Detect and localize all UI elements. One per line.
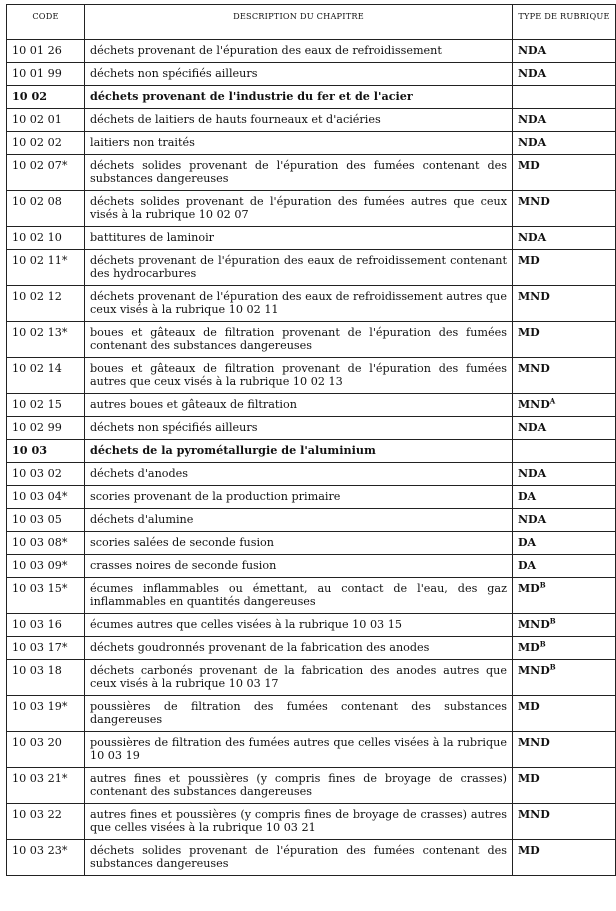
section-row bbox=[7, 440, 616, 463]
row-description: déchets solides provenant de l'épuration des fumées contenant des substances dangereuses bbox=[85, 155, 513, 191]
row-type-value: MND bbox=[518, 398, 550, 411]
row-code: 10 02 bbox=[7, 86, 85, 109]
row-code: 10 03 20 bbox=[7, 732, 85, 768]
row-type-value: MND bbox=[518, 195, 550, 208]
row-code: 10 02 02 bbox=[7, 132, 85, 155]
row-code: 10 01 99 bbox=[7, 63, 85, 86]
row-type-value: DA bbox=[518, 536, 537, 549]
table-row bbox=[7, 286, 616, 322]
row-type bbox=[513, 614, 616, 637]
row-code: 10 03 23* bbox=[7, 840, 85, 876]
row-type-value: DA bbox=[518, 559, 537, 572]
row-type-footnote-marker: A bbox=[549, 396, 556, 406]
row-type-footnote-marker: B bbox=[549, 662, 556, 672]
row-description: déchets provenant de l'épuration des eaux de refroidissement bbox=[85, 40, 513, 63]
row-type bbox=[513, 417, 616, 440]
row-type bbox=[513, 286, 616, 322]
row-type bbox=[513, 840, 616, 876]
row-description: autres fines et poussières (y compris fines de broyage de crasses) contenant des substances dangereuses bbox=[85, 768, 513, 804]
row-description: poussières de filtration des fumées contenant des substances dangereuses bbox=[85, 696, 513, 732]
row-type bbox=[513, 509, 616, 532]
row-description: écumes autres que celles visées à la rubrique 10 03 15 bbox=[85, 614, 513, 637]
row-type bbox=[513, 86, 616, 109]
row-description: autres fines et poussières (y compris fines de broyage de crasses) autres que celles visées à la rubrique 10 03 21 bbox=[85, 804, 513, 840]
table-row bbox=[7, 40, 616, 63]
table-row bbox=[7, 555, 616, 578]
table-row bbox=[7, 804, 616, 840]
row-code: 10 03 15* bbox=[7, 578, 85, 614]
table-body bbox=[7, 40, 616, 876]
row-code: 10 03 22 bbox=[7, 804, 85, 840]
row-description: laitiers non traités bbox=[85, 132, 513, 155]
row-type bbox=[513, 358, 616, 394]
row-type-value: NDA bbox=[518, 231, 547, 244]
header-code: CODE bbox=[7, 5, 85, 40]
row-type-value: MD bbox=[518, 159, 540, 172]
row-description: crasses noires de seconde fusion bbox=[85, 555, 513, 578]
row-type-value: MD bbox=[518, 326, 540, 339]
row-code: 10 02 13* bbox=[7, 322, 85, 358]
table-header-row bbox=[7, 5, 616, 40]
row-type-value: NDA bbox=[518, 67, 547, 80]
table-row bbox=[7, 486, 616, 509]
table-row bbox=[7, 63, 616, 86]
table-row bbox=[7, 532, 616, 555]
row-type bbox=[513, 394, 616, 417]
row-type bbox=[513, 322, 616, 358]
row-type-value: MD bbox=[518, 254, 540, 267]
row-type-value: NDA bbox=[518, 513, 547, 526]
row-type-value: MND bbox=[518, 736, 550, 749]
table-row bbox=[7, 463, 616, 486]
row-type-value: MND bbox=[518, 290, 550, 303]
row-code: 10 03 bbox=[7, 440, 85, 463]
table-row bbox=[7, 109, 616, 132]
row-code: 10 03 19* bbox=[7, 696, 85, 732]
row-description: battitures de laminoir bbox=[85, 227, 513, 250]
row-type-footnote-marker: B bbox=[539, 580, 546, 590]
row-type bbox=[513, 109, 616, 132]
row-code: 10 03 18 bbox=[7, 660, 85, 696]
table-row bbox=[7, 578, 616, 614]
row-type-value: MD bbox=[518, 700, 540, 713]
table-row bbox=[7, 322, 616, 358]
row-type-value: MND bbox=[518, 362, 550, 375]
row-type-value: MD bbox=[518, 641, 540, 654]
row-description: autres boues et gâteaux de filtration bbox=[85, 394, 513, 417]
row-description: déchets provenant de l'industrie du fer et de l'acier bbox=[85, 86, 513, 109]
table-row bbox=[7, 637, 616, 660]
table-row bbox=[7, 732, 616, 768]
row-type bbox=[513, 696, 616, 732]
row-description: déchets provenant de l'épuration des eaux de refroidissement contenant des hydrocarbures bbox=[85, 250, 513, 286]
row-description: déchets provenant de l'épuration des eaux de refroidissement autres que ceux visés à la rubrique 10 02 11 bbox=[85, 286, 513, 322]
row-description: déchets goudronnés provenant de la fabrication des anodes bbox=[85, 637, 513, 660]
row-code: 10 02 01 bbox=[7, 109, 85, 132]
table-row bbox=[7, 660, 616, 696]
row-type bbox=[513, 40, 616, 63]
row-type bbox=[513, 486, 616, 509]
row-type bbox=[513, 637, 616, 660]
row-description: scories salées de seconde fusion bbox=[85, 532, 513, 555]
row-type bbox=[513, 250, 616, 286]
row-type-footnote-marker: B bbox=[539, 639, 546, 649]
row-description: déchets d'alumine bbox=[85, 509, 513, 532]
row-code: 10 02 14 bbox=[7, 358, 85, 394]
row-description: déchets solides provenant de l'épuration des fumées autres que ceux visés à la rubrique 10 02 07 bbox=[85, 191, 513, 227]
row-description: poussières de filtration des fumées autres que celles visées à la rubrique 10 03 19 bbox=[85, 732, 513, 768]
row-type bbox=[513, 191, 616, 227]
row-type-value: MND bbox=[518, 664, 550, 677]
table-row bbox=[7, 417, 616, 440]
table-row bbox=[7, 394, 616, 417]
row-description: déchets non spécifiés ailleurs bbox=[85, 63, 513, 86]
row-code: 10 03 21* bbox=[7, 768, 85, 804]
table-row bbox=[7, 132, 616, 155]
row-type-value: DA bbox=[518, 490, 537, 503]
table-row bbox=[7, 696, 616, 732]
section-row bbox=[7, 86, 616, 109]
row-description: déchets solides provenant de l'épuration des fumées contenant des substances dangereuses bbox=[85, 840, 513, 876]
row-code: 10 02 99 bbox=[7, 417, 85, 440]
row-code: 10 03 17* bbox=[7, 637, 85, 660]
row-code: 10 03 16 bbox=[7, 614, 85, 637]
row-code: 10 03 08* bbox=[7, 532, 85, 555]
row-type bbox=[513, 440, 616, 463]
row-type bbox=[513, 578, 616, 614]
row-code: 10 02 11* bbox=[7, 250, 85, 286]
row-type bbox=[513, 660, 616, 696]
row-description: déchets d'anodes bbox=[85, 463, 513, 486]
table-row bbox=[7, 155, 616, 191]
row-type-value: MD bbox=[518, 582, 540, 595]
row-type bbox=[513, 132, 616, 155]
row-type-value: NDA bbox=[518, 421, 547, 434]
row-type bbox=[513, 732, 616, 768]
row-type bbox=[513, 463, 616, 486]
row-type bbox=[513, 63, 616, 86]
row-code: 10 03 05 bbox=[7, 509, 85, 532]
row-code: 10 03 04* bbox=[7, 486, 85, 509]
row-description: boues et gâteaux de filtration provenant de l'épuration des fumées autres que ceux visés à la rubrique 10 02 13 bbox=[85, 358, 513, 394]
row-type bbox=[513, 804, 616, 840]
table-row bbox=[7, 840, 616, 876]
table-row bbox=[7, 509, 616, 532]
row-type-value: NDA bbox=[518, 44, 547, 57]
row-description: écumes inflammables ou émettant, au contact de l'eau, des gaz inflammables en quantités dangereuses bbox=[85, 578, 513, 614]
row-code: 10 02 15 bbox=[7, 394, 85, 417]
row-type bbox=[513, 768, 616, 804]
row-description: scories provenant de la production primaire bbox=[85, 486, 513, 509]
row-description: déchets carbonés provenant de la fabrication des anodes autres que ceux visés à la rubrique 10 03 17 bbox=[85, 660, 513, 696]
row-type-value: NDA bbox=[518, 113, 547, 126]
row-type-value: MD bbox=[518, 844, 540, 857]
row-description: déchets de la pyrométallurgie de l'aluminium bbox=[85, 440, 513, 463]
row-type bbox=[513, 555, 616, 578]
row-type-footnote-marker: B bbox=[549, 616, 556, 626]
row-type-value: NDA bbox=[518, 467, 547, 480]
row-type-value: MND bbox=[518, 808, 550, 821]
row-type bbox=[513, 227, 616, 250]
row-type bbox=[513, 155, 616, 191]
header-description: DESCRIPTION DU CHAPITRE bbox=[85, 5, 513, 40]
table-row bbox=[7, 614, 616, 637]
row-code: 10 01 26 bbox=[7, 40, 85, 63]
waste-code-table bbox=[6, 4, 616, 876]
row-type bbox=[513, 532, 616, 555]
header-type: TYPE DE RUBRIQUE bbox=[513, 5, 616, 40]
table-row bbox=[7, 358, 616, 394]
row-type-value: NDA bbox=[518, 136, 547, 149]
row-code: 10 03 02 bbox=[7, 463, 85, 486]
row-code: 10 02 07* bbox=[7, 155, 85, 191]
row-code: 10 03 09* bbox=[7, 555, 85, 578]
table-row bbox=[7, 768, 616, 804]
row-code: 10 02 08 bbox=[7, 191, 85, 227]
row-code: 10 02 12 bbox=[7, 286, 85, 322]
table-row bbox=[7, 227, 616, 250]
row-description: déchets non spécifiés ailleurs bbox=[85, 417, 513, 440]
table-row bbox=[7, 191, 616, 227]
row-code: 10 02 10 bbox=[7, 227, 85, 250]
row-description: déchets de laitiers de hauts fourneaux et d'aciéries bbox=[85, 109, 513, 132]
row-type-value: MD bbox=[518, 772, 540, 785]
row-description: boues et gâteaux de filtration provenant de l'épuration des fumées contenant des substances dangereuses bbox=[85, 322, 513, 358]
table-row bbox=[7, 250, 616, 286]
row-type-value: MND bbox=[518, 618, 550, 631]
